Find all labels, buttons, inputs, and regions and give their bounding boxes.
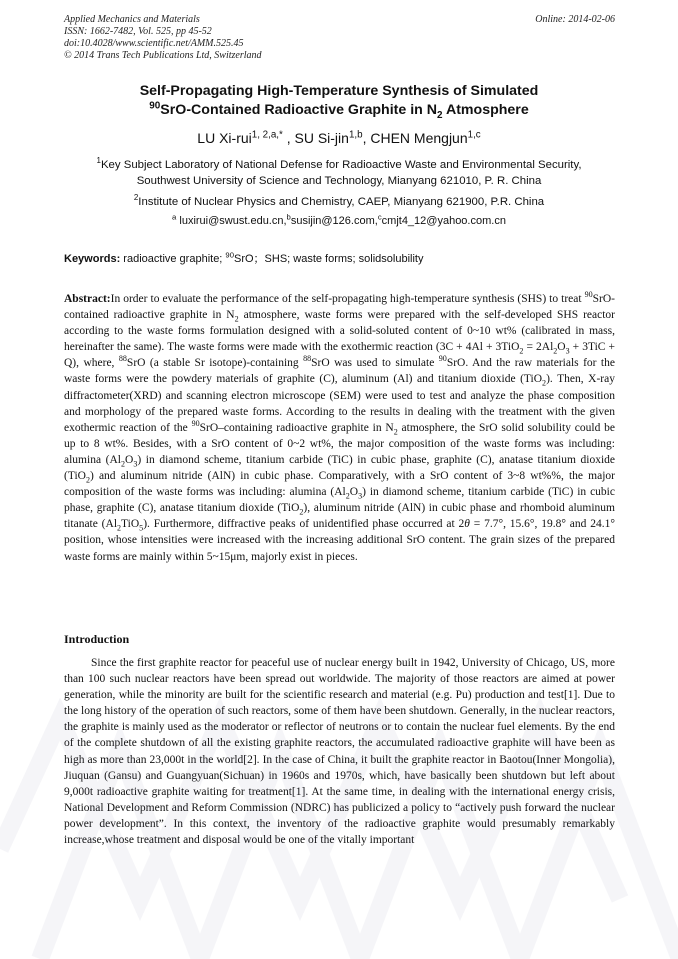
email-link[interactable]: susijin@126.com,: [290, 215, 378, 227]
abstract-paragraph: Abstract:In order to evaluate the performance of the self-propagating high-temperature synthesis (SHS) to treat $^{90}$SrO-contained radioactive graphite in $N_2$ atmosphere, waste forms were prepared with the self-developed SHS reactor according to the waste forms formulation designed with a solid-soluted content of 0~10 wt% (calibrated in mass, hereinafter the same). The waste forms were made with the exothermic reaction $(3C + 4Al + 3TiO_2 = 2Al_2O_3 + 3TiC + Q)$, where, $^{88}$SrO (a stable Sr isotope)-containing $^{88}$SrO was used to simulate $^{90}$SrO. And the raw materials for the waste forms were the powdery materials of graphite (C), aluminum (Al) and titanium dioxide (TiO$_2$). Then, X-ray diffractometer(XRD) and scanning electron microscope (SEM) were used to test and analyze the phase composition and morphology of the prepared waste forms. According to the results in dealing with the treatment with the given exothermic reaction of the $^{90}$SrO–containing radioactive graphite in $N_2$ atmosphere, the SrO solid solubility could be up to 8 wt%. Besides, with a SrO content of 0~2 wt%, the major composition of the waste forms was including: alumina $(Al_2O_3)$ in diamond scheme, titanium carbide (TiC) in cubic phase, graphite (C), anatase titanium dioxide (TiO$_2$) and aluminum nitride (AlN) in cubic phase. Comparatively, with a SrO content of 3~8 wt%%, the major composition of the waste forms was including: alumina $(Al_2O_3)$ in diamond scheme, titanium carbide (TiC) in cubic phase, graphite (C), anatase titanium dioxide (TiO$_2$), aluminum nitride (AlN) in cubic phase and rhomboid aluminum titanate $(Al_2TiO_5)$. Furthermore, diffractive peaks of unidentified phase occurred at 2θ = 7.7°, 15.6°, 19.8° and 24.1° position, whose intensities were increased with the increasing additional SrO content. The grain sizes of the prepared waste forms are mainly within 5~15μm, majorly exist in pieces.: [64, 290, 616, 563]
introduction-paragraph: Since the first graphite reactor for peaceful use of nuclear energy built in 1942, University of Chicago, US, more than 100 such nuclear reactors have been spread out worldwide. The majority of those reactors are aimed at power generation, while the minority are built for the scientific research and material (e.g. Pu) production and test[1]. Due to the long history of the operation of such reactors, some of them have been shutdown. Generally, in the nuclear reactors, the graphite is mainly used as the moderator or reflector of neutrons or to contain the nuclear fuel elements. By the end of the complete shutdown of all the existing graphite reactors, the accumulated radioactive graphite will have been as high as more than 23,000t in the world[2]. In the case of China, it built the graphite reactor in Baotou(Inner Mongolia), Jiuquan (Gansu) and Guangyuan(Sichuan) in 1960s and 1970s, which, have basically been shutdown but left about 9,000t radioactive graphite waiting for treatment[1]. At the same time, in dealing with the international energy crisis, National Development and Reform Commission (NDRC) has publicized a policy to “actively push forward the nuclear power development”. In this context, the inventory of the radioactive graphite would presumably remarkably increase,whose treatment and disposal would be one of the vitally important: [64, 657, 615, 847]
issn-line: ISSN: 1662-7482, Vol. 525, pp 45-52: [64, 26, 212, 37]
author-name: CHEN Mengjun: [370, 130, 468, 146]
journal-name: Applied Mechanics and Materials: [64, 14, 200, 25]
doi-line: doi:10.4028/www.scientific.net/AMM.525.45: [64, 38, 244, 49]
introduction-heading: Introduction: [64, 632, 130, 646]
author-list: LU Xi-rui$^{1, 2,a,*}$ , SU Si-jin$^{1,b}$, CHEN Mengjun$^{1,c}$: [197, 129, 481, 146]
affiliation-2: $^2$Institute of Nuclear Physics and Chemistry, CAEP, Mianyang 621900, P.R. China: [133, 193, 545, 208]
paper-title-line-1: Self-Propagating High-Temperature Synthesis of Simulated: [139, 83, 539, 99]
paper-title-line-2: $^{90}$SrO-Contained Radioactive Graphite in $N_2$ Atmosphere: [149, 100, 529, 121]
author-name: SU Si-jin: [294, 130, 349, 146]
copyright-line: © 2014 Trans Tech Publications Ltd, Switzerland: [64, 50, 262, 61]
affiliation-1-line-2: Southwest University of Science and Technology, Mianyang 621010, P. R. China: [136, 175, 542, 187]
author-name: LU Xi-rui: [197, 130, 252, 146]
email-link[interactable]: luxirui@swust.edu.cn,: [176, 215, 287, 227]
affiliation-1-line-1: $^1$Key Subject Laboratory of National Defense for Radioactive Waste and Environmental Security,: [96, 156, 582, 171]
email-link[interactable]: cmjt4_12@yahoo.com.cn: [381, 215, 506, 227]
abstract-label: Abstract:: [64, 293, 111, 305]
journal-header: [64, 14, 262, 62]
keywords-label: Keywords:: [64, 253, 121, 265]
email-line: $^a$ luxirui@swust.edu.cn,$^b$susijin@126.com,$^c$cmjt4_12@yahoo.com.cn: [172, 212, 506, 227]
online-date: Online: 2014-02-06: [535, 14, 615, 25]
keywords-line: Keywords: radioactive graphite; $^{90}$SrO；SHS; waste forms; solidsolubility: [64, 250, 424, 265]
